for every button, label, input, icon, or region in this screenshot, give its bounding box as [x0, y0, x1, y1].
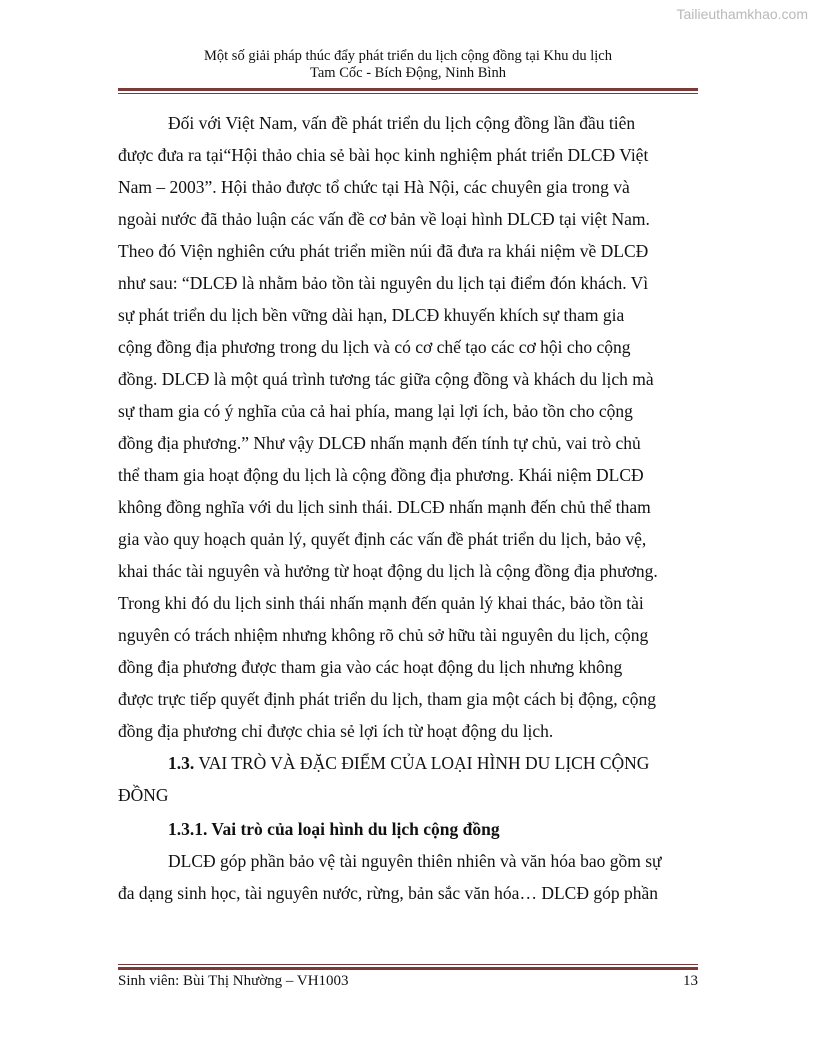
section-title: VAI TRÒ VÀ ĐẶC ĐIỂM CỦA LOẠI HÌNH DU LỊCH CỘNG	[198, 753, 650, 773]
paragraph-line: như sau: “DLCĐ là nhằm bảo tồn tài nguyên du lịch tại điểm đón khách. Vì	[118, 273, 649, 293]
paragraph-line: sự tham gia có ý nghĩa của cả hai phía, mang lại lợi ích, bảo tồn cho cộng	[118, 401, 633, 421]
paragraph-line: đồng địa phương chỉ được chia sẻ lợi ích từ hoạt động du lịch.	[118, 721, 554, 741]
paragraph-1	[118, 107, 698, 747]
paragraph-line: khai thác tài nguyên và hưởng từ hoạt động du lịch là cộng đồng địa phương.	[118, 561, 658, 581]
paragraph-line: DLCĐ góp phần bảo vệ tài nguyên thiên nhiên và văn hóa bao gồm sự	[168, 851, 662, 871]
paragraph-line: đồng địa phương.” Như vậy DLCĐ nhấn mạnh đến tính tự chủ, vai trò chủ	[118, 433, 641, 453]
paragraph-2	[118, 845, 698, 909]
header-line-2: Tam Cốc - Bích Động, Ninh Bình	[310, 65, 506, 81]
page-header	[118, 48, 698, 82]
paragraph-line: không đồng nghĩa với du lịch sinh thái. DLCĐ nhấn mạnh đến chủ thể tham	[118, 497, 651, 517]
paragraph-line: đồng. DLCĐ là một quá trình tương tác giữa cộng đồng và khách du lịch mà	[118, 369, 654, 389]
paragraph-line: đa dạng sinh học, tài nguyên nước, rừng, bản sắc văn hóa… DLCĐ góp phần	[118, 883, 658, 903]
section-heading-line-1	[118, 747, 698, 779]
paragraph-line: Đối với Việt Nam, vấn đề phát triển du lịch cộng đồng lần đầu tiên	[168, 113, 636, 133]
section-heading	[118, 747, 698, 811]
header-line-1: Một số giải pháp thúc đẩy phát triển du lịch cộng đồng tại Khu du lịch	[204, 48, 612, 64]
footer-student: Sinh viên: Bùi Thị Nhường – VH1003	[118, 973, 349, 989]
subsection-heading: 1.3.1. Vai trò của loại hình du lịch cộng đồng	[168, 819, 500, 839]
header-rule-thin	[118, 93, 698, 94]
header-rule-thick	[118, 88, 698, 91]
document-body	[118, 107, 698, 909]
paragraph-line: gia vào quy hoạch quản lý, quyết định các vấn đề phát triển du lịch, bảo vệ,	[118, 529, 647, 549]
paragraph-line: Nam – 2003”. Hội thảo được tổ chức tại Hà Nội, các chuyên gia trong và	[118, 177, 630, 197]
paragraph-line: thể tham gia hoạt động du lịch là cộng đồng địa phương. Khái niệm DLCĐ	[118, 465, 644, 485]
footer-rule-thick	[118, 967, 698, 970]
paragraph-line: Trong khi đó du lịch sinh thái nhấn mạnh đến quản lý khai thác, bảo tồn tài	[118, 593, 644, 613]
paragraph-line: đồng địa phương được tham gia vào các hoạt động du lịch nhưng không	[118, 657, 623, 677]
paragraph-line: nguyên có trách nhiệm nhưng không rõ chủ sở hữu tài nguyên du lịch, cộng	[118, 625, 649, 645]
paragraph-line: cộng đồng địa phương trong du lịch và có cơ chế tạo các cơ hội cho cộng	[118, 337, 631, 357]
paragraph-line: sự phát triển du lịch bền vững dài hạn, DLCĐ khuyến khích sự tham gia	[118, 305, 625, 325]
footer-rule-thin	[118, 964, 698, 965]
paragraph-line: được trực tiếp quyết định phát triển du lịch, tham gia một cách bị động, cộng	[118, 689, 657, 709]
paragraph-line: Theo đó Viện nghiên cứu phát triển miền núi đã đưa ra khái niệm về DLCĐ	[118, 241, 649, 261]
paragraph-line: ngoài nước đã thảo luận các vấn đề cơ bản về loại hình DLCĐ tại việt Nam.	[118, 209, 650, 229]
section-heading-line-2: ĐỒNG	[118, 785, 169, 805]
page-number: 13	[683, 973, 698, 989]
watermark: Tailieuthamkhao.com	[676, 6, 808, 22]
paragraph-line: được đưa ra tại“Hội thảo chia sẻ bài học kinh nghiệm phát triển DLCĐ Việt	[118, 145, 649, 165]
section-number: 1.3.	[168, 753, 195, 773]
